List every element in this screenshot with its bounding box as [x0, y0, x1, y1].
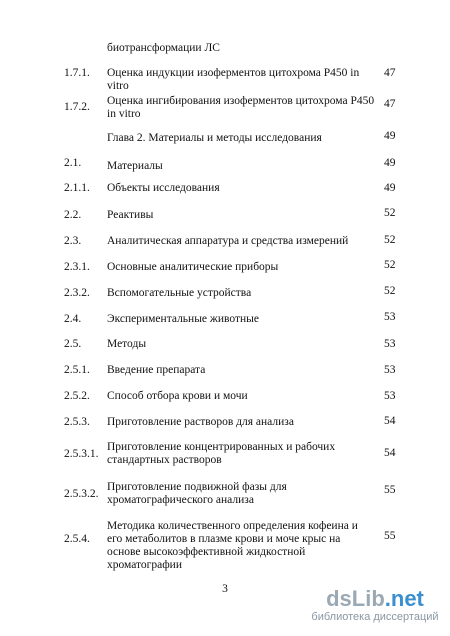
toc-number: 2.1.1. — [64, 182, 90, 194]
watermark — [310, 587, 440, 624]
toc-number: 2.5.4. — [64, 533, 90, 545]
toc-number: 2.3.2. — [64, 287, 90, 299]
toc-title: Методика количественного определения кофеина и его метаболитов в плазме крови и моче крыс на основе высокоэффективной жидкостной хроматографии — [107, 520, 358, 571]
watermark-logo-part1: dsLib — [326, 586, 385, 611]
toc-page: 47 — [384, 67, 396, 79]
toc-title: Способ отбора крови и мочи — [107, 390, 248, 402]
toc-number: 2.2. — [64, 209, 82, 221]
toc-title: Приготовление растворов для анализа — [107, 416, 294, 428]
toc-page: 52 — [384, 259, 396, 271]
toc-page: 47 — [384, 98, 396, 110]
watermark-logo-part2: .net — [384, 586, 424, 611]
toc-number: 2.5.2. — [64, 390, 90, 402]
toc-number: 2.1. — [64, 157, 82, 169]
toc-title: Основные аналитические приборы — [107, 261, 279, 273]
toc-number: 1.7.1. — [64, 67, 90, 79]
toc-number: 2.5.3. — [64, 416, 90, 428]
toc-page: 52 — [384, 234, 396, 246]
toc-number: 2.5.1. — [64, 364, 90, 376]
toc-page: 53 — [384, 390, 396, 402]
watermark-subtitle: библиотека диссертаций — [311, 611, 439, 623]
toc-page: 49 — [384, 182, 396, 194]
toc-page: 53 — [384, 338, 396, 350]
toc-title: Введение препарата — [107, 364, 206, 376]
toc-number: 2.3. — [64, 235, 82, 247]
toc-page: 52 — [384, 207, 396, 219]
toc-page: 55 — [384, 530, 396, 542]
toc-title: Приготовление концентрированных и рабочих стандартных растворов — [107, 441, 336, 466]
toc-title: Объекты исследования — [107, 182, 220, 194]
toc-page: 54 — [384, 447, 396, 459]
toc-number: 1.7.2. — [64, 101, 90, 113]
toc-page: 53 — [384, 311, 396, 323]
toc-title: Аналитическая аппаратура и средства измерений — [107, 235, 349, 247]
toc-title: Приготовление подвижной фазы для хроматографического анализа — [107, 481, 287, 506]
toc-title: Экспериментальные животные — [107, 313, 259, 325]
toc-title: биотрансформации ЛС — [107, 42, 220, 54]
toc-number: 2.5.3.1. — [64, 448, 99, 460]
toc-page: 49 — [384, 130, 396, 142]
toc-number: 2.4. — [64, 313, 82, 325]
page-number: 3 — [222, 583, 228, 595]
watermark-logo — [310, 587, 440, 611]
toc-page: 55 — [384, 484, 396, 496]
toc-title: Вспомогательные устройства — [107, 287, 252, 299]
toc-page: 49 — [384, 157, 396, 169]
toc-title: Глава 2. Материалы и методы исследования — [107, 132, 322, 144]
toc-number: 2.3.1. — [64, 261, 90, 273]
toc-title: Методы — [107, 338, 147, 350]
toc-number: 2.5.3.2. — [64, 488, 99, 500]
toc-number: 2.5. — [64, 338, 82, 350]
toc-title: Материалы — [107, 160, 163, 172]
toc-page: 52 — [384, 285, 396, 297]
toc-page: 53 — [384, 364, 396, 376]
toc-title: Оценка ингибирования изоферментов цитохрома P450 in vitro — [107, 95, 375, 120]
toc-title: Реактивы — [107, 209, 154, 221]
toc-title: Оценка индукции изоферментов цитохрома P450 in vitro — [107, 67, 360, 92]
toc-page: 54 — [384, 415, 396, 427]
